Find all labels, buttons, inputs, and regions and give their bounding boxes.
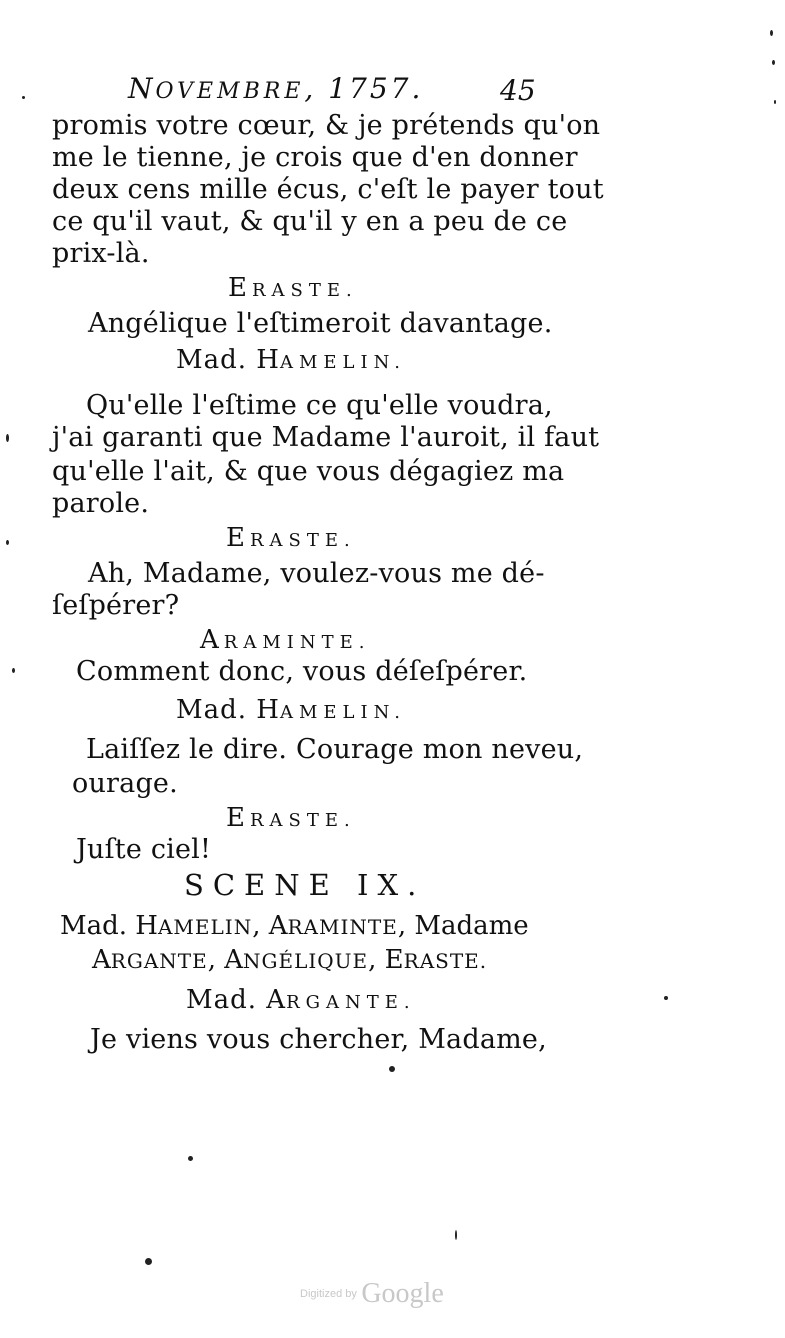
running-head-year: , 1757. bbox=[304, 72, 424, 105]
speaker-name bbox=[226, 522, 356, 557]
scan-speck bbox=[770, 30, 773, 36]
cast-part: RGANTE bbox=[110, 949, 208, 973]
scene-cast-line bbox=[92, 944, 487, 977]
cast-part: NGÉLIQUE bbox=[243, 949, 369, 973]
text-line: deux cens mille écus, c'eſt le payer tout bbox=[52, 174, 604, 205]
speaker-name bbox=[226, 802, 356, 837]
watermark-prefix: Digitized by bbox=[300, 1288, 357, 1300]
speaker-rest: RASTE. bbox=[249, 530, 356, 551]
scan-speck bbox=[6, 540, 9, 545]
dialogue-line: j'ai garanti que Madame l'auroit, il faut bbox=[52, 422, 600, 453]
dialogue-line: ſeſpérer? bbox=[52, 590, 180, 621]
scan-speck bbox=[772, 60, 775, 65]
speaker-initial: E bbox=[226, 523, 250, 553]
dialogue-line: ourage. bbox=[72, 768, 178, 799]
scan-speck bbox=[664, 996, 668, 1000]
dialogue-line: Laiſſez le dire. Courage mon neveu, bbox=[86, 734, 584, 765]
speaker-rest: RASTE. bbox=[251, 280, 358, 301]
scan-speck bbox=[188, 1156, 193, 1161]
speaker-rest: AMELIN. bbox=[279, 702, 406, 723]
running-head-initial: N bbox=[128, 72, 156, 105]
speaker-name bbox=[200, 624, 371, 659]
digitized-watermark bbox=[300, 1278, 444, 1310]
scene-cast-line bbox=[60, 910, 529, 943]
cast-part: RASTE. bbox=[403, 949, 488, 973]
scene-heading: SCENE IX. bbox=[184, 868, 426, 902]
cast-part: AMELIN bbox=[157, 915, 253, 939]
speaker-initial: Mad. H bbox=[176, 345, 280, 375]
scan-speck bbox=[6, 434, 9, 442]
speaker-name bbox=[186, 984, 416, 1019]
cast-part: , A bbox=[252, 911, 288, 941]
cast-part: A bbox=[92, 945, 111, 975]
dialogue-line: Comment donc, vous déſeſpérer. bbox=[76, 656, 528, 687]
scan-speck bbox=[774, 100, 776, 104]
speaker-initial: E bbox=[228, 273, 252, 303]
dialogue-line: parole. bbox=[52, 488, 150, 519]
scan-speck bbox=[22, 96, 25, 99]
scan-speck bbox=[389, 1066, 395, 1072]
speaker-rest: RASTE. bbox=[249, 810, 356, 831]
speaker-name bbox=[176, 694, 406, 729]
text-line: me le tienne, je crois que d'en donner bbox=[52, 142, 578, 173]
dialogue-line: qu'elle l'ait, & que vous dégagiez ma bbox=[52, 456, 565, 487]
running-head bbox=[128, 72, 423, 105]
running-head-month: OVEMBRE bbox=[155, 79, 305, 104]
speaker-initial: E bbox=[226, 803, 250, 833]
watermark-brand: Google bbox=[361, 1278, 444, 1309]
dialogue-line: Angélique l'eſtimeroit davantage. bbox=[88, 308, 553, 339]
cast-part: , A bbox=[207, 945, 244, 975]
speaker-initial: A bbox=[200, 625, 224, 655]
dialogue-line: Qu'elle l'eſtime ce qu'elle voudra, bbox=[86, 390, 553, 421]
speaker-rest: RAMINTE. bbox=[223, 632, 371, 653]
cast-part: RAMINTE bbox=[287, 915, 398, 939]
cast-part: Mad. H bbox=[60, 911, 158, 941]
speaker-name bbox=[228, 272, 358, 307]
speaker-name bbox=[176, 344, 406, 379]
speaker-initial: Mad. H bbox=[176, 695, 280, 725]
cast-part: , E bbox=[368, 945, 404, 975]
page-number: 45 bbox=[500, 74, 536, 107]
scan-speck bbox=[455, 1230, 457, 1240]
scan-speck bbox=[12, 668, 15, 673]
text-line: ce qu'il vaut, & qu'il y en a peu de ce bbox=[52, 206, 568, 237]
cast-part: , Madame bbox=[397, 911, 529, 941]
dialogue-line: Juſte ciel! bbox=[76, 834, 212, 865]
dialogue-line: Je viens vous chercher, Madame, bbox=[90, 1024, 547, 1055]
text-line: promis votre cœur, & je prétends qu'on bbox=[52, 110, 601, 141]
speaker-initial: Mad. A bbox=[186, 985, 287, 1015]
text-line: prix-là. bbox=[52, 238, 150, 269]
speaker-rest: AMELIN. bbox=[279, 352, 406, 373]
scan-speck bbox=[145, 1258, 152, 1265]
speaker-rest: RGANTE. bbox=[286, 992, 416, 1013]
dialogue-line: Ah, Madame, voulez-vous me dé- bbox=[88, 558, 545, 589]
